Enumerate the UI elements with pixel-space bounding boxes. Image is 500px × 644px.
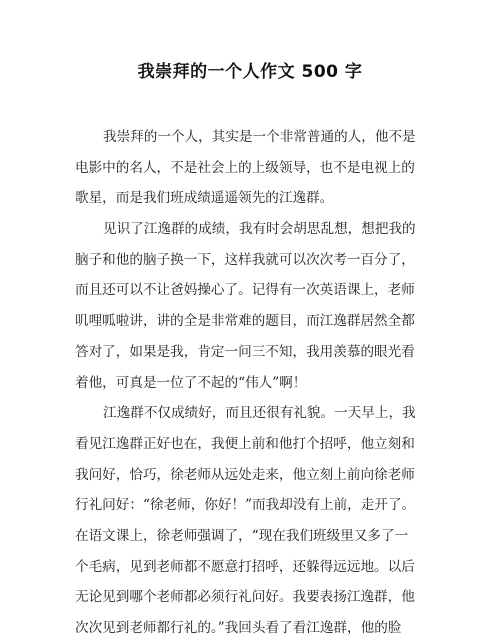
- text-line: 我崇拜的一个人，其实是一个非常普通的人，他不是: [103, 129, 416, 145]
- text-line: 脑子和他的脑子换一下，这样我就可以次次考一百分了，: [75, 251, 415, 268]
- text-line: 江逸群不仅成绩好，而且还很有礼貌。一天早上，我: [103, 405, 416, 422]
- text-line: 在语文课上，徐老师强调了，“现在我们班级里又多了一: [75, 527, 409, 544]
- text-line: 看见江逸群正好也在，我便上前和他打个招呼，他立刻和: [75, 435, 415, 452]
- text-line: 行礼问好：“徐老师，你好！”而我却没有上前，走开了。: [75, 497, 416, 514]
- text-line: 无论见到哪个老师都必须行礼问好。我要表扬江逸群，他: [75, 589, 415, 606]
- text-line: 电影中的名人，不是社会上的上级领导，也不是电视上的: [75, 159, 415, 176]
- text-line: 着他，可真是一位了不起的“伟人”啊！: [75, 374, 307, 391]
- document-body: [75, 122, 425, 644]
- paragraph-3: [75, 398, 425, 644]
- document-title: 我崇拜的一个人作文 500 字: [137, 62, 363, 82]
- text-line: 我问好，恰巧，徐老师从远处走来，他立刻上前向徐老师: [75, 466, 415, 483]
- paragraph-2: [75, 214, 425, 398]
- text-line: 歌星，而是我们班成绩遥遥领先的江逸群。: [75, 190, 334, 207]
- text-line: 答对了，如果是我，肯定一问三不知，我用羡慕的眼光看: [75, 343, 415, 360]
- text-line: 而且还可以不让爸妈操心了。记得有一次英语课上，老师: [75, 282, 415, 299]
- text-line: 次次见到老师都行礼的。”我回头看了看江逸群，他的脸: [75, 620, 402, 636]
- text-line: 个毛病，见到老师都不愿意打招呼，还躲得远远地。以后: [75, 558, 415, 575]
- paragraph-1: [75, 122, 425, 214]
- text-line: 见识了江逸群的成绩，我有时会胡思乱想，想把我的: [103, 221, 416, 238]
- text-line: 叽哩呱啦讲，讲的全是非常难的题目，而江逸群居然全都: [75, 313, 415, 330]
